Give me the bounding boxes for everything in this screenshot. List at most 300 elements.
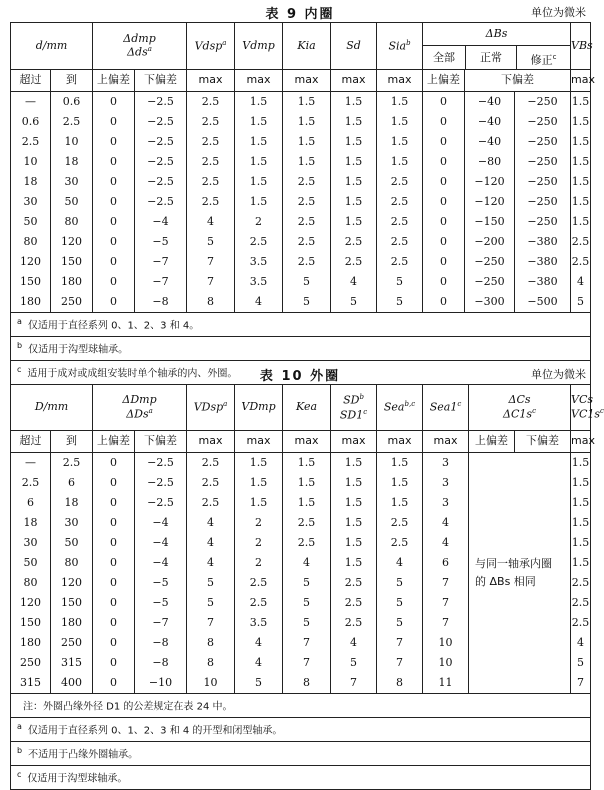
- table-row: [11, 152, 591, 172]
- table-cell: 1.5: [377, 453, 423, 474]
- table-cell: 2.5: [331, 252, 377, 272]
- note-cell: [11, 337, 591, 361]
- header-vC1s: $VC1s^c$: [571, 406, 604, 421]
- table-cell: 400: [51, 673, 93, 694]
- table-cell: 80: [51, 553, 93, 573]
- table-cell: 7: [283, 653, 331, 673]
- header-zhengchang: 正常: [466, 46, 517, 69]
- table-cell: −40: [465, 92, 515, 113]
- table-cell: 2.5: [187, 172, 235, 192]
- table-cell: 30: [11, 192, 51, 212]
- note-row: [11, 766, 591, 790]
- header-delta-Ds: ΔDs$^a$: [126, 406, 153, 421]
- header-max: max: [187, 431, 235, 453]
- table-cell: 1.5: [331, 493, 377, 513]
- table-cell: 80: [11, 232, 51, 252]
- table-cell: 150: [51, 593, 93, 613]
- table-cell: 4: [423, 513, 469, 533]
- note-text: 适用于成对或成组安装时单个轴承的内、外圈。: [27, 368, 238, 380]
- table-cell: 0: [93, 112, 135, 132]
- table-cell: 2.5: [283, 212, 331, 232]
- table-cell: 5: [377, 272, 423, 292]
- table-cell: 2.5: [187, 112, 235, 132]
- table-cell: —: [11, 92, 51, 113]
- header-max: max: [423, 431, 469, 453]
- header-sea: Sea$^{b,c}$: [377, 385, 423, 431]
- table-cell: 3.5: [235, 272, 283, 292]
- table-cell: 1.5: [331, 192, 377, 212]
- table-cell: 4: [423, 533, 469, 553]
- table-row: [11, 252, 591, 272]
- table-cell: 0: [93, 92, 135, 113]
- table-cell: 1.5: [331, 473, 377, 493]
- header-delta-ds: Δds$^a$: [127, 45, 152, 59]
- header-vCs-vC1s: [571, 385, 604, 431]
- table-cell: 1.5: [283, 453, 331, 474]
- table-cell: −8: [135, 633, 187, 653]
- header-max: max: [377, 431, 423, 453]
- table-cell: 50: [11, 553, 51, 573]
- table-cell: 4: [331, 633, 377, 653]
- table-cell: 0: [423, 292, 465, 313]
- table-cell: 0: [423, 252, 465, 272]
- header-xia: 下偏差: [135, 431, 187, 453]
- table-cell: −2.5: [135, 192, 187, 212]
- header-delta-dmp: Δdmp: [123, 31, 156, 45]
- table-cell: 1.5: [331, 112, 377, 132]
- table-cell: 1.5: [377, 473, 423, 493]
- table-cell: 150: [11, 272, 51, 292]
- table-cell: 11: [423, 673, 469, 694]
- table-cell: −2.5: [135, 473, 187, 493]
- table-cell: 5: [283, 573, 331, 593]
- table-cell: 3: [423, 473, 469, 493]
- header-max: max: [283, 431, 331, 453]
- table-cell: 1.5: [235, 112, 283, 132]
- table-cell: 0: [93, 473, 135, 493]
- table-cell: 0: [423, 132, 465, 152]
- table-cell: 3: [423, 453, 469, 474]
- table-cell: 1.5: [377, 92, 423, 113]
- table-cell: 8: [187, 653, 235, 673]
- table-cell: 10: [51, 132, 93, 152]
- table-cell: 0.6: [51, 92, 93, 113]
- table-cell: 2.5: [331, 613, 377, 633]
- table-cell: 0: [93, 673, 135, 694]
- table-cell: 5: [283, 593, 331, 613]
- header-quanbu: 全部: [423, 46, 466, 69]
- header-delta-Cs-C1s: [469, 385, 571, 431]
- table-cell: −300: [465, 292, 515, 313]
- table-cell: 1.5: [377, 132, 423, 152]
- table-cell: 5: [331, 653, 377, 673]
- table-cell: −7: [135, 252, 187, 272]
- note-row: [11, 337, 591, 361]
- table-cell: 250: [51, 633, 93, 653]
- table-cell: 1.5: [235, 172, 283, 192]
- table-cell: 7: [187, 252, 235, 272]
- table-cell: 2.5: [377, 192, 423, 212]
- table-cell: 1.5: [235, 132, 283, 152]
- header-max: max: [571, 431, 591, 453]
- table-cell: 18: [11, 172, 51, 192]
- table-cell: —: [11, 453, 51, 474]
- header-sD-sD1: $SD^b$ SD1$^c$: [331, 385, 377, 431]
- table-cell: 2.5: [571, 573, 591, 593]
- header-D: D/mm: [11, 385, 93, 431]
- table-cell: 2.5: [571, 613, 591, 633]
- table-cell: 10: [11, 152, 51, 172]
- table-cell: 1.5: [571, 152, 591, 172]
- table9-body: [11, 92, 591, 313]
- header-delta-dmp-ds: [93, 23, 187, 70]
- table-cell: 2.5: [11, 132, 51, 152]
- table-cell: 1.5: [571, 513, 591, 533]
- table-cell: 50: [11, 212, 51, 232]
- table-cell: 6: [51, 473, 93, 493]
- note-text: 仅适用于沟型球轴承。: [27, 773, 128, 785]
- table-cell: 1.5: [331, 92, 377, 113]
- table-cell: −2.5: [135, 112, 187, 132]
- table-cell: 4: [235, 633, 283, 653]
- table-cell: 2.5: [571, 252, 591, 272]
- table-cell: −5: [135, 593, 187, 613]
- table-cell: 0: [93, 633, 135, 653]
- table-cell: 4: [187, 212, 235, 232]
- table-cell: 180: [51, 613, 93, 633]
- table-cell: 4: [331, 272, 377, 292]
- table-cell: −5: [135, 573, 187, 593]
- table-cell: 7: [331, 673, 377, 694]
- table-cell: 5: [235, 673, 283, 694]
- table-cell: 0: [423, 192, 465, 212]
- header-max: max: [331, 431, 377, 453]
- table-cell: −7: [135, 613, 187, 633]
- table-cell: −250: [465, 272, 515, 292]
- header-delta-Dmp: ΔDmp: [122, 393, 157, 407]
- table-cell: −4: [135, 533, 187, 553]
- table-cell: 1.5: [331, 152, 377, 172]
- table-cell: 5: [571, 653, 591, 673]
- table-cell: 4: [187, 553, 235, 573]
- table-cell: 2.5: [235, 232, 283, 252]
- header-max: max: [283, 70, 331, 92]
- table-cell: 120: [51, 232, 93, 252]
- table-cell: 2.5: [377, 232, 423, 252]
- note-mark: b: [17, 341, 23, 351]
- table-cell: 5: [187, 573, 235, 593]
- table-cell: 2.5: [377, 212, 423, 232]
- header-vdsp: Vdsp$^a$: [187, 23, 235, 70]
- note-cell: [11, 742, 591, 766]
- table-cell: 1.5: [283, 152, 331, 172]
- table-cell: −10: [135, 673, 187, 694]
- table-cell: 10: [187, 673, 235, 694]
- table-cell: 2.5: [331, 593, 377, 613]
- table-cell: −250: [515, 112, 571, 132]
- table-cell: 2: [235, 212, 283, 232]
- table-cell: 3: [423, 493, 469, 513]
- table-cell: 0: [423, 92, 465, 113]
- table-cell: 180: [11, 292, 51, 313]
- note-text: 仅适用于直径系列 0、1、2、3 和 4。: [27, 320, 200, 332]
- table-cell: −7: [135, 272, 187, 292]
- header-sia: Sia$^b$: [377, 23, 423, 70]
- table-cell: 50: [51, 533, 93, 553]
- table-cell: 1.5: [331, 212, 377, 232]
- table-cell: 30: [51, 513, 93, 533]
- header-shang-bs: 上偏差: [423, 70, 465, 92]
- table-cell: 150: [11, 613, 51, 633]
- table-cell: −250: [465, 252, 515, 272]
- table-cell: 2.5: [235, 573, 283, 593]
- table-cell: 18: [11, 513, 51, 533]
- table-cell: 2.5: [377, 533, 423, 553]
- note-mark: c: [17, 770, 22, 780]
- table-cell: −250: [515, 172, 571, 192]
- merged-same-as-inner-ring: [469, 453, 571, 694]
- table-cell: −2.5: [135, 493, 187, 513]
- table-cell: −380: [515, 232, 571, 252]
- table-row: [11, 212, 591, 232]
- table-cell: 1.5: [571, 212, 591, 232]
- table-cell: 1.5: [331, 132, 377, 152]
- header-vDmp: VDmp: [235, 385, 283, 431]
- table-cell: 2: [235, 513, 283, 533]
- header-sD1: SD1: [339, 408, 364, 422]
- table-cell: 1.5: [571, 493, 591, 513]
- table-cell: 150: [51, 252, 93, 272]
- header-xia: 下偏差: [135, 70, 187, 92]
- table-cell: 2.5: [187, 493, 235, 513]
- table-cell: 1.5: [283, 112, 331, 132]
- header-d: d/mm: [11, 23, 93, 70]
- table-cell: −200: [465, 232, 515, 252]
- table-cell: 1.5: [571, 132, 591, 152]
- table-cell: −250: [515, 152, 571, 172]
- table-cell: −8: [135, 292, 187, 313]
- table-cell: −120: [465, 192, 515, 212]
- table-cell: 7: [377, 653, 423, 673]
- table-cell: 2.5: [235, 593, 283, 613]
- table-cell: 7: [187, 613, 235, 633]
- table-cell: 4: [283, 553, 331, 573]
- table-cell: 1.5: [235, 453, 283, 474]
- table-cell: 0: [93, 292, 135, 313]
- table9-title-row: [10, 3, 590, 22]
- table-cell: 7: [423, 593, 469, 613]
- table-cell: 0: [93, 593, 135, 613]
- table-cell: 5: [331, 292, 377, 313]
- header-max: max: [235, 70, 283, 92]
- header-vbs: VBs: [571, 23, 591, 70]
- table-cell: −250: [515, 212, 571, 232]
- table-cell: 1.5: [235, 92, 283, 113]
- table-cell: 1.5: [283, 493, 331, 513]
- header-shang-c: 上偏差: [469, 431, 515, 453]
- note-row: [11, 313, 591, 337]
- table-cell: 2.5: [187, 192, 235, 212]
- table-cell: 2.5: [377, 513, 423, 533]
- table-cell: −150: [465, 212, 515, 232]
- table-cell: 5: [377, 593, 423, 613]
- table-cell: 180: [11, 633, 51, 653]
- table-cell: 2.5: [187, 132, 235, 152]
- table-cell: 2.5: [571, 232, 591, 252]
- table-cell: 4: [571, 633, 591, 653]
- table-cell: −2.5: [135, 453, 187, 474]
- table-cell: 5: [187, 593, 235, 613]
- table-cell: 0: [423, 152, 465, 172]
- table-cell: 120: [11, 593, 51, 613]
- table-cell: 2.5: [283, 232, 331, 252]
- table-cell: 1.5: [283, 473, 331, 493]
- table-cell: −2.5: [135, 172, 187, 192]
- table-cell: −500: [515, 292, 571, 313]
- table-cell: 3.5: [235, 252, 283, 272]
- table-cell: 2.5: [571, 593, 591, 613]
- note-row: [11, 694, 591, 718]
- header-max: max: [235, 431, 283, 453]
- header-delta-bs-group: [423, 23, 571, 70]
- table-row: [11, 272, 591, 292]
- table-cell: 2.5: [331, 573, 377, 593]
- table-cell: 5: [283, 613, 331, 633]
- table-cell: 1.5: [235, 192, 283, 212]
- header-vdmp: Vdmp: [235, 23, 283, 70]
- note-cell: [11, 313, 591, 337]
- table-row: [11, 172, 591, 192]
- note-mark: c: [17, 365, 22, 375]
- table-cell: −120: [465, 172, 515, 192]
- table-cell: 120: [11, 252, 51, 272]
- table-cell: 120: [51, 573, 93, 593]
- header-chaoguo: 超过: [11, 70, 51, 92]
- table-cell: 2.5: [331, 232, 377, 252]
- table-cell: −2.5: [135, 92, 187, 113]
- header-delta-Cs: ΔCs: [508, 393, 531, 407]
- table9: [10, 22, 595, 385]
- table-cell: 1.5: [331, 533, 377, 553]
- table-cell: 0: [93, 613, 135, 633]
- table-cell: −8: [135, 653, 187, 673]
- header-dao: 到: [51, 431, 93, 453]
- header-kea: Kea: [283, 385, 331, 431]
- header-sD: SD: [343, 393, 360, 407]
- table-cell: 6: [423, 553, 469, 573]
- note-mark: a: [17, 722, 22, 732]
- header-max: max: [187, 70, 235, 92]
- table-cell: 2.5: [187, 152, 235, 172]
- table-cell: 1.5: [331, 453, 377, 474]
- table-cell: 1.5: [331, 513, 377, 533]
- table-cell: 1.5: [331, 172, 377, 192]
- table-cell: 0: [93, 533, 135, 553]
- table9-title: 表 9 内圈: [265, 7, 335, 22]
- table-cell: 30: [51, 172, 93, 192]
- table-cell: 7: [423, 573, 469, 593]
- table-cell: −4: [135, 513, 187, 533]
- table-row: [11, 112, 591, 132]
- table-cell: 7: [187, 272, 235, 292]
- header-chaoguo: 超过: [11, 431, 51, 453]
- table-cell: −5: [135, 232, 187, 252]
- table-cell: 1.5: [377, 493, 423, 513]
- note-text: 仅适用于直径系列 0、1、2、3 和 4 的开型和闭型轴承。: [27, 725, 283, 737]
- table-cell: 1.5: [571, 192, 591, 212]
- table-cell: 8: [283, 673, 331, 694]
- table-cell: 2.5: [283, 192, 331, 212]
- table-cell: 7: [283, 633, 331, 653]
- table-cell: 0: [93, 653, 135, 673]
- table-cell: −250: [515, 92, 571, 113]
- table-cell: 18: [51, 152, 93, 172]
- table-cell: −2.5: [135, 132, 187, 152]
- table-cell: 8: [377, 673, 423, 694]
- table-cell: 1.5: [571, 473, 591, 493]
- table-cell: 4: [235, 292, 283, 313]
- table-row: [11, 232, 591, 252]
- merged-text-line-2: 的 ΔBs 相同: [475, 575, 536, 588]
- table-cell: 5: [377, 292, 423, 313]
- table-cell: 5: [283, 272, 331, 292]
- table-cell: 1.5: [235, 152, 283, 172]
- table-cell: 1.5: [377, 152, 423, 172]
- header-shang: 上偏差: [93, 70, 135, 92]
- table-cell: 0: [93, 232, 135, 252]
- table-cell: 7: [571, 673, 591, 694]
- header-xia-bs: 下偏差: [465, 70, 571, 92]
- note-cell: [11, 766, 591, 790]
- table-cell: 2.5: [283, 172, 331, 192]
- table-cell: 1.5: [283, 132, 331, 152]
- note-text: 注：外圈凸缘外径 D1 的公差规定在表 24 中。: [23, 701, 233, 713]
- table-cell: 4: [377, 553, 423, 573]
- table10-body: [11, 453, 591, 694]
- table-cell: 0: [93, 172, 135, 192]
- table-cell: 0: [93, 493, 135, 513]
- table-row: [11, 92, 591, 113]
- table-cell: 5: [571, 292, 591, 313]
- table-cell: 0: [93, 513, 135, 533]
- table-cell: 1.5: [571, 533, 591, 553]
- table-cell: 1.5: [571, 172, 591, 192]
- table-cell: 80: [11, 573, 51, 593]
- table-cell: 0: [93, 252, 135, 272]
- table-cell: 250: [11, 653, 51, 673]
- table-cell: 1.5: [283, 92, 331, 113]
- table-cell: 0: [93, 132, 135, 152]
- table-cell: 4: [571, 272, 591, 292]
- table-cell: −40: [465, 112, 515, 132]
- table10-title: 表 10 外圈: [259, 369, 341, 384]
- table-cell: 1.5: [331, 553, 377, 573]
- table-cell: 7: [423, 613, 469, 633]
- note-row: [11, 718, 591, 742]
- header-max: max: [571, 70, 591, 92]
- table-cell: 6: [11, 493, 51, 513]
- table-cell: 30: [11, 533, 51, 553]
- table-cell: 250: [51, 292, 93, 313]
- table-cell: 4: [187, 513, 235, 533]
- table-cell: 1.5: [571, 453, 591, 474]
- table-cell: 5: [377, 613, 423, 633]
- table-row: [11, 453, 591, 474]
- table-cell: 50: [51, 192, 93, 212]
- table-cell: 5: [283, 292, 331, 313]
- table-cell: 10: [423, 633, 469, 653]
- table-cell: 1.5: [571, 92, 591, 113]
